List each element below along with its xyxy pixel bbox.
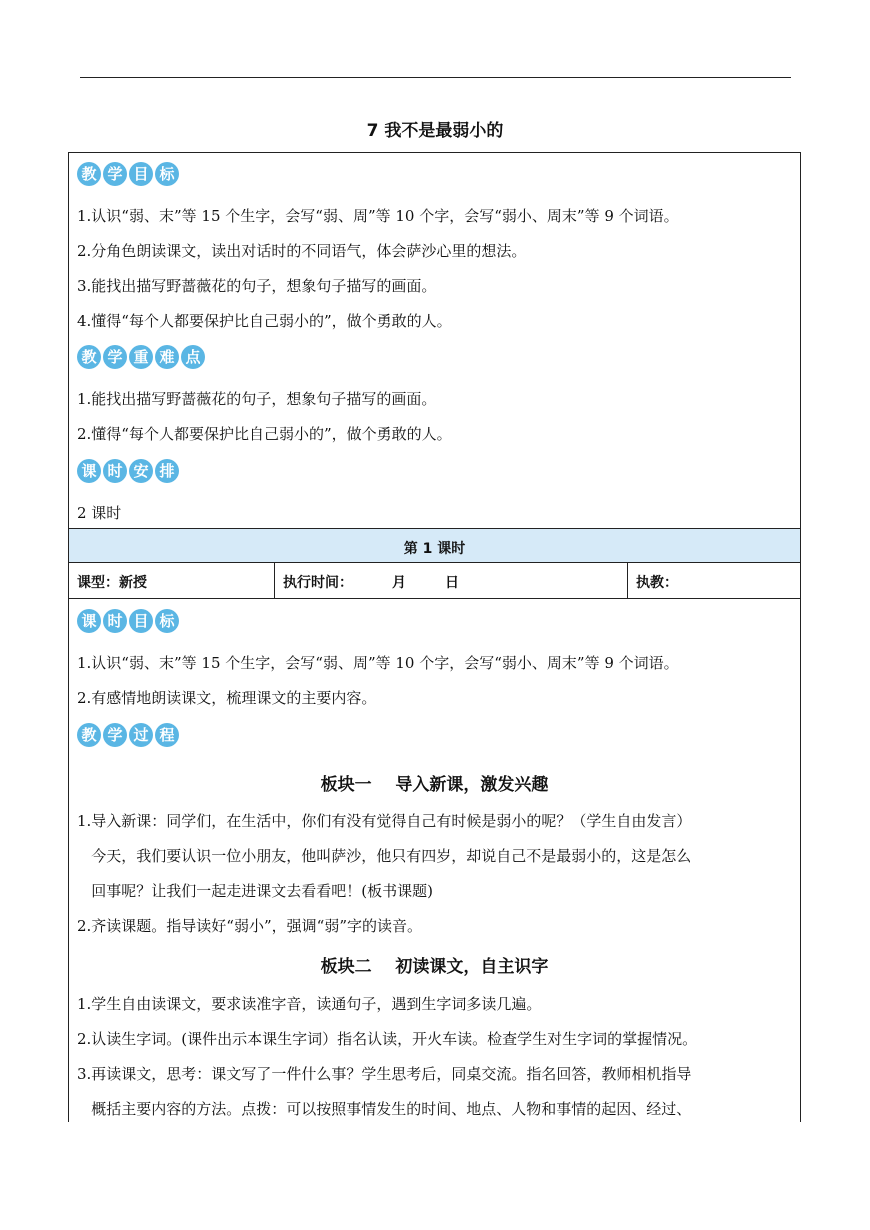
block-one-item: 1.导入新课：同学们，在生活中，你们有没有觉得自己有时候是弱小的呢？（学生自由发言） — [77, 812, 692, 830]
badge-char: 教 — [77, 345, 101, 369]
badge-char: 教 — [77, 162, 101, 186]
badge-char: 程 — [155, 723, 179, 747]
key-point-item: 2.懂得“每个人都要保护比自己弱小的”，做个勇敢的人。 — [77, 425, 452, 443]
lesson-band-title: 第 1 课时 — [403, 541, 466, 557]
goal-item: 1.认识“弱、末”等 15 个生字，会写“弱、周”等 10 个字，会写“弱小、周末”等 9 个词语。 — [77, 207, 679, 225]
badge-char: 时 — [103, 459, 127, 483]
block-two-item: 概括主要内容的方法。点拨：可以按照事情发生的时间、地点、人物和事情的起因、经过、 — [77, 1100, 692, 1118]
badge-char: 目 — [129, 162, 153, 186]
badge-char: 排 — [155, 459, 179, 483]
row-divider — [69, 598, 800, 599]
goal-item: 2.分角色朗读课文，读出对话时的不同语气，体会萨沙心里的想法。 — [77, 242, 527, 260]
page-title: 7 我不是最弱小的 — [366, 121, 504, 141]
lesson-goal-item: 1.认识“弱、末”等 15 个生字，会写“弱、周”等 10 个字，会写“弱小、周末”等 9 个词语。 — [77, 654, 679, 672]
cell-divider — [627, 563, 628, 598]
badge-char: 学 — [103, 162, 127, 186]
block-one-title: 板块一 导入新课，激发兴趣 — [320, 775, 549, 795]
execution-time: 执行时间： 月 日 — [283, 575, 459, 591]
block-two-item: 2.认读生字词。(课件出示本课生字词）指名认读，开火车读。检查学生对生字词的掌握情况。 — [77, 1030, 698, 1048]
badge-char: 过 — [129, 723, 153, 747]
badge-char: 课 — [77, 459, 101, 483]
badge-char: 标 — [155, 609, 179, 633]
schedule-text: 2 课时 — [77, 504, 122, 522]
block-two-item: 3.再读课文，思考：课文写了一件什么事？学生思考后，同桌交流。指名回答，教师相机指导 — [77, 1065, 692, 1083]
block-one-item: 今天，我们要认识一位小朋友，他叫萨沙，他只有四岁，却说自己不是最弱小的，这是怎么 — [77, 847, 692, 865]
badge-char: 学 — [103, 345, 127, 369]
lesson-band — [69, 528, 800, 563]
badge-char: 安 — [129, 459, 153, 483]
lesson-type: 课型：新授 — [77, 575, 147, 591]
lesson-goal-item: 2.有感情地朗读课文，梳理课文的主要内容。 — [77, 689, 377, 707]
badge-char: 点 — [181, 345, 205, 369]
badge-key-points — [77, 345, 205, 369]
key-point-item: 1.能找出描写野蔷薇花的句子，想象句子描写的画面。 — [77, 390, 437, 408]
badge-schedule — [77, 459, 179, 483]
badge-char: 教 — [77, 723, 101, 747]
block-one-item: 2.齐读课题。指导读好“弱小”，强调“弱”字的读音。 — [77, 917, 422, 935]
block-one-item: 回事呢？让我们一起走进课文去看看吧！(板书课题) — [77, 882, 434, 900]
block-two-title: 板块二 初读课文，自主识字 — [320, 957, 549, 977]
badge-char: 重 — [129, 345, 153, 369]
badge-teaching-process — [77, 723, 179, 747]
teacher: 执教： — [636, 575, 678, 591]
badge-teaching-goals — [77, 162, 179, 186]
badge-char: 难 — [155, 345, 179, 369]
goal-item: 4.懂得“每个人都要保护比自己弱小的”，做个勇敢的人。 — [77, 312, 452, 330]
badge-lesson-goals — [77, 609, 179, 633]
cell-divider — [274, 563, 275, 598]
badge-char: 学 — [103, 723, 127, 747]
badge-char: 标 — [155, 162, 179, 186]
lesson-table — [68, 152, 801, 1122]
badge-char: 时 — [103, 609, 127, 633]
header-rule — [80, 77, 791, 78]
goal-item: 3.能找出描写野蔷薇花的句子，想象句子描写的画面。 — [77, 277, 437, 295]
block-two-item: 1.学生自由读课文，要求读准字音，读通句子，遇到生字词多读几遍。 — [77, 995, 542, 1013]
badge-char: 目 — [129, 609, 153, 633]
badge-char: 课 — [77, 609, 101, 633]
